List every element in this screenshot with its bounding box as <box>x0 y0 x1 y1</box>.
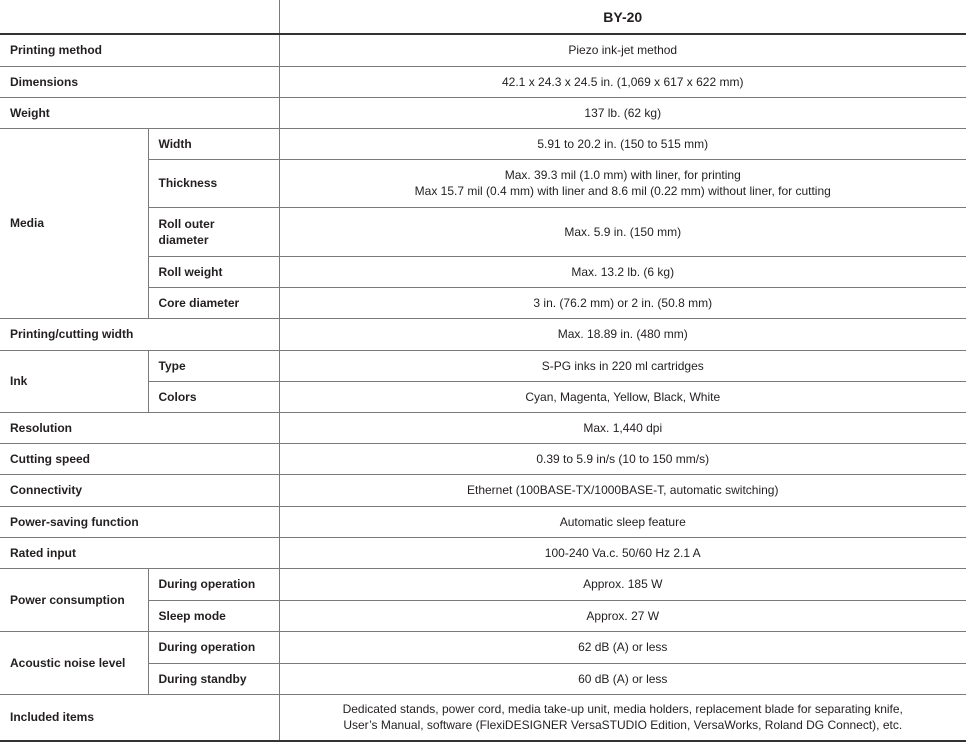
row-label: Included items <box>0 694 279 741</box>
row-value: 5.91 to 20.2 in. (150 to 515 mm) <box>279 128 966 159</box>
row-value: 137 lb. (62 kg) <box>279 97 966 128</box>
row-value: Max. 18.89 in. (480 mm) <box>279 318 966 350</box>
row-label: Resolution <box>0 412 279 443</box>
sub-label: During operation <box>148 631 279 663</box>
sub-label: Colors <box>148 381 279 412</box>
table-row <box>0 412 966 443</box>
sub-label: Roll outer diameter <box>148 207 279 256</box>
value-line: Dedicated stands, power cord, media take-up unit, media holders, replacement blade for separating knife, <box>342 702 903 717</box>
sub-label: Core diameter <box>148 287 279 318</box>
table-row <box>0 128 966 159</box>
group-label-media: Media <box>0 128 148 318</box>
row-value: 3 in. (76.2 mm) or 2 in. (50.8 mm) <box>279 287 966 318</box>
row-value: Automatic sleep feature <box>279 506 966 537</box>
table-row <box>0 568 966 600</box>
row-value: 0.39 to 5.9 in/s (10 to 150 mm/s) <box>279 443 966 474</box>
row-value: 62 dB (A) or less <box>279 631 966 663</box>
row-value: Max. 13.2 lb. (6 kg) <box>279 256 966 287</box>
table-row <box>0 97 966 128</box>
row-label: Dimensions <box>0 66 279 97</box>
row-value: Approx. 27 W <box>279 600 966 631</box>
row-value: Max. 1,440 dpi <box>279 412 966 443</box>
row-value: Cyan, Magenta, Yellow, Black, White <box>279 381 966 412</box>
value-line: User’s Manual, software (FlexiDESIGNER VersaSTUDIO Edition, VersaWorks, Roland DG Connect), etc. <box>343 718 903 733</box>
row-value: 60 dB (A) or less <box>279 663 966 694</box>
row-label: Cutting speed <box>0 443 279 474</box>
table-row <box>0 631 966 663</box>
group-label-ink: Ink <box>0 350 148 412</box>
sub-label: Width <box>148 128 279 159</box>
sub-label: During standby <box>148 663 279 694</box>
sub-label: Thickness <box>148 159 279 207</box>
row-value <box>279 694 966 741</box>
row-label: Weight <box>0 97 279 128</box>
row-value: 42.1 x 24.3 x 24.5 in. (1,069 x 617 x 622 mm) <box>279 66 966 97</box>
table-row <box>0 537 966 568</box>
header-row <box>0 0 966 34</box>
table-row <box>0 506 966 537</box>
row-label: Printing/cutting width <box>0 318 279 350</box>
row-label: Power-saving function <box>0 506 279 537</box>
table-row <box>0 694 966 741</box>
row-value: Piezo ink-jet method <box>279 34 966 66</box>
table-row <box>0 318 966 350</box>
row-value: S-PG inks in 220 ml cartridges <box>279 350 966 381</box>
table-row <box>0 66 966 97</box>
row-value: Max. 5.9 in. (150 mm) <box>279 207 966 256</box>
header-corner <box>0 0 279 34</box>
sub-label: During operation <box>148 568 279 600</box>
group-label-acoustic-noise: Acoustic noise level <box>0 631 148 694</box>
row-value: Approx. 185 W <box>279 568 966 600</box>
row-value: Ethernet (100BASE-TX/1000BASE-T, automatic switching) <box>279 474 966 506</box>
table-row <box>0 443 966 474</box>
group-label-power-consumption: Power consumption <box>0 568 148 631</box>
model-name: BY-20 <box>279 0 966 34</box>
table-row <box>0 34 966 66</box>
row-label: Rated input <box>0 537 279 568</box>
sub-label: Sleep mode <box>148 600 279 631</box>
row-label: Connectivity <box>0 474 279 506</box>
row-label: Printing method <box>0 34 279 66</box>
table-row <box>0 474 966 506</box>
value-line: Max. 39.3 mil (1.0 mm) with liner, for printing <box>504 168 741 182</box>
row-value: 100-240 Va.c. 50/60 Hz 2.1 A <box>279 537 966 568</box>
table-row <box>0 350 966 381</box>
value-line: Max 15.7 mil (0.4 mm) with liner and 8.6 mil (0.22 mm) without liner, for cutting <box>414 184 831 198</box>
row-value <box>279 159 966 207</box>
sub-label: Roll weight <box>148 256 279 287</box>
sub-label: Type <box>148 350 279 381</box>
